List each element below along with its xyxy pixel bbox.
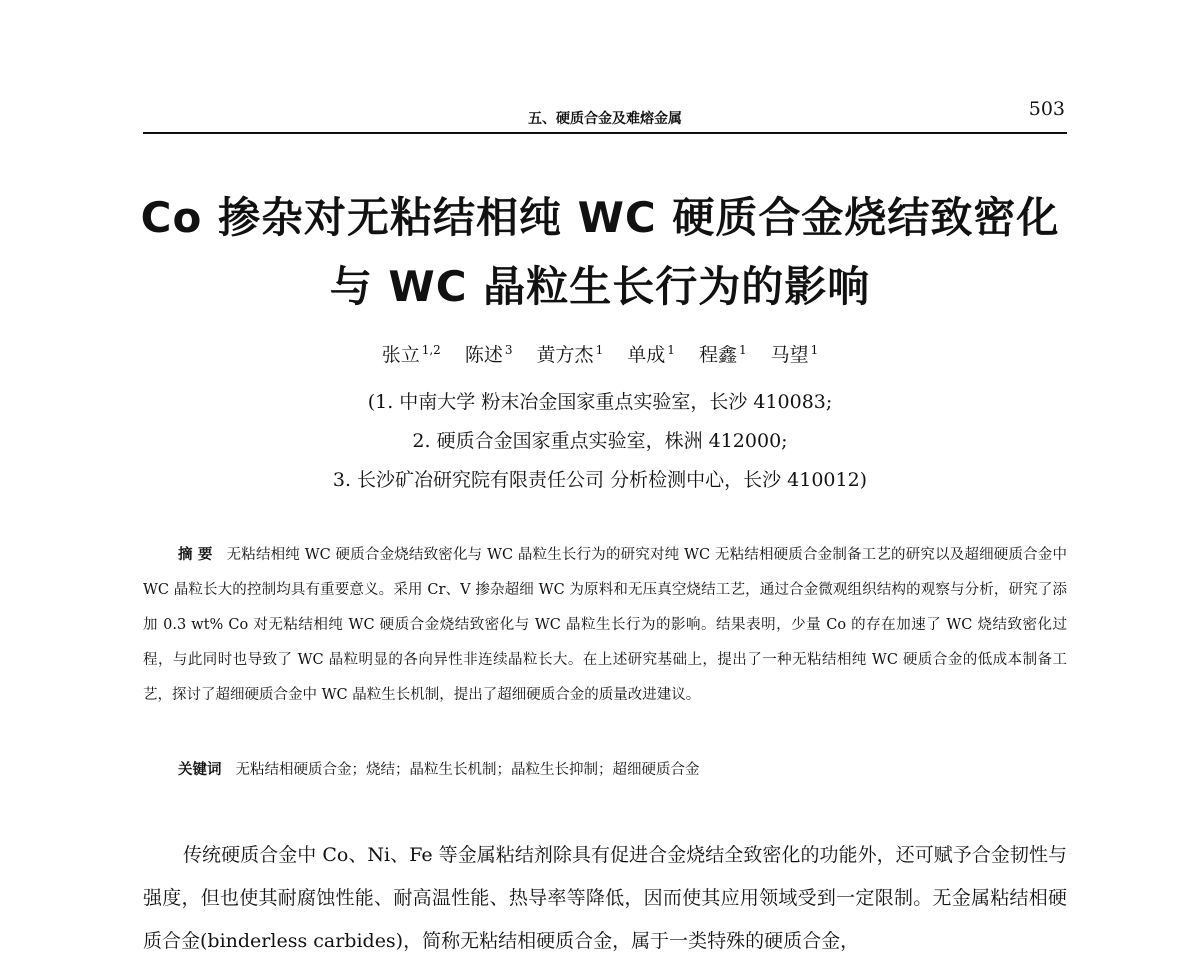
keywords [178,758,700,779]
author-affiliation-mark: 1 [738,343,747,357]
page-number: 503 [1028,98,1065,120]
abstract-label: 摘 要 [178,547,213,563]
body-paragraph: 传统硬质合金中 Co、Ni、Fe 等金属粘结剂除具有促进合金烧结全致密化的功能外，还可赋予合金韧性与强度，但也使其耐腐蚀性能、耐高温性能、热导率等降低，因而使其应用领域受到一定限制。无金属粘结相硬质合金(binderless carbides)，简称无粘结相硬质合金，属于一类特殊的硬质合金， [143,844,1067,952]
author-affiliation-mark: 1 [667,343,675,357]
affiliation-line: 2. 硬质合金国家重点实验室，株洲 412000; [412,430,788,452]
author: 马望 $^1$ [770,343,819,366]
author: 张立 $^{1,2}$ [381,343,441,366]
paper-title-line-2: 与 WC 晶粒生长行为的影响 [329,262,871,311]
author-affiliation-mark: 1 [810,343,819,357]
affiliation-line: 3. 长沙矿冶研究院有限责任公司 分析检测中心，长沙 410012) [332,469,868,491]
author-list [0,340,1200,367]
author: 程鑫 $^1$ [698,343,747,366]
author-affiliation-mark: 1 [595,343,604,357]
abstract [143,538,1067,713]
keywords-text: 无粘结相硬质合金；烧结；晶粒生长机制；晶粒生长抑制；超细硬质合金 [235,762,700,778]
author: 黄方杰 $^1$ [536,343,604,366]
keywords-label: 关键词 [178,762,222,778]
header-rule [143,132,1067,134]
section-title: 五、硬质合金及难熔金属 [528,111,682,127]
author-affiliation-mark: 3 [504,343,513,357]
affiliation-line: (1. 中南大学 粉末冶金国家重点实验室，长沙 410083; [367,391,833,413]
author: 单成 $^1$ [627,343,675,366]
abstract-text: 无粘结相纯 WC 硬质合金烧结致密化与 WC 晶粒生长行为的研究对纯 WC 无粘结相硬质合金制备工艺的研究以及超细硬质合金中 WC 晶粒长大的控制均具有重要意义。采用 Cr、V 掺杂超细 WC 为原料和无压真空烧结工艺，通过合金微观组织结构的观察与分析，研究了添加 0.3 wt% Co 对无粘结相纯 WC 硬质合金烧结致密化与 WC 晶粒生长行为的影响。结果表明，少量 Co 的存在加速了 WC 烧结致密化过程，与此同时也导致了 WC 晶粒明显的各向异性非连续晶粒长大。在上述研究基础上，提出了一种无粘结相纯 WC 硬质合金的低成本制备工艺，探讨了超细硬质合金中 WC 晶粒生长机制，提出了超细硬质合金的质量改进建议。 [143,547,1067,703]
running-head [143,96,1067,132]
author: 陈述 $^3$ [464,343,513,366]
paper-title-line-1: Co 掺杂对无粘结相纯 WC 硬质合金烧结致密化 [140,193,1060,242]
author-affiliation-mark: 1,2 [421,343,441,357]
